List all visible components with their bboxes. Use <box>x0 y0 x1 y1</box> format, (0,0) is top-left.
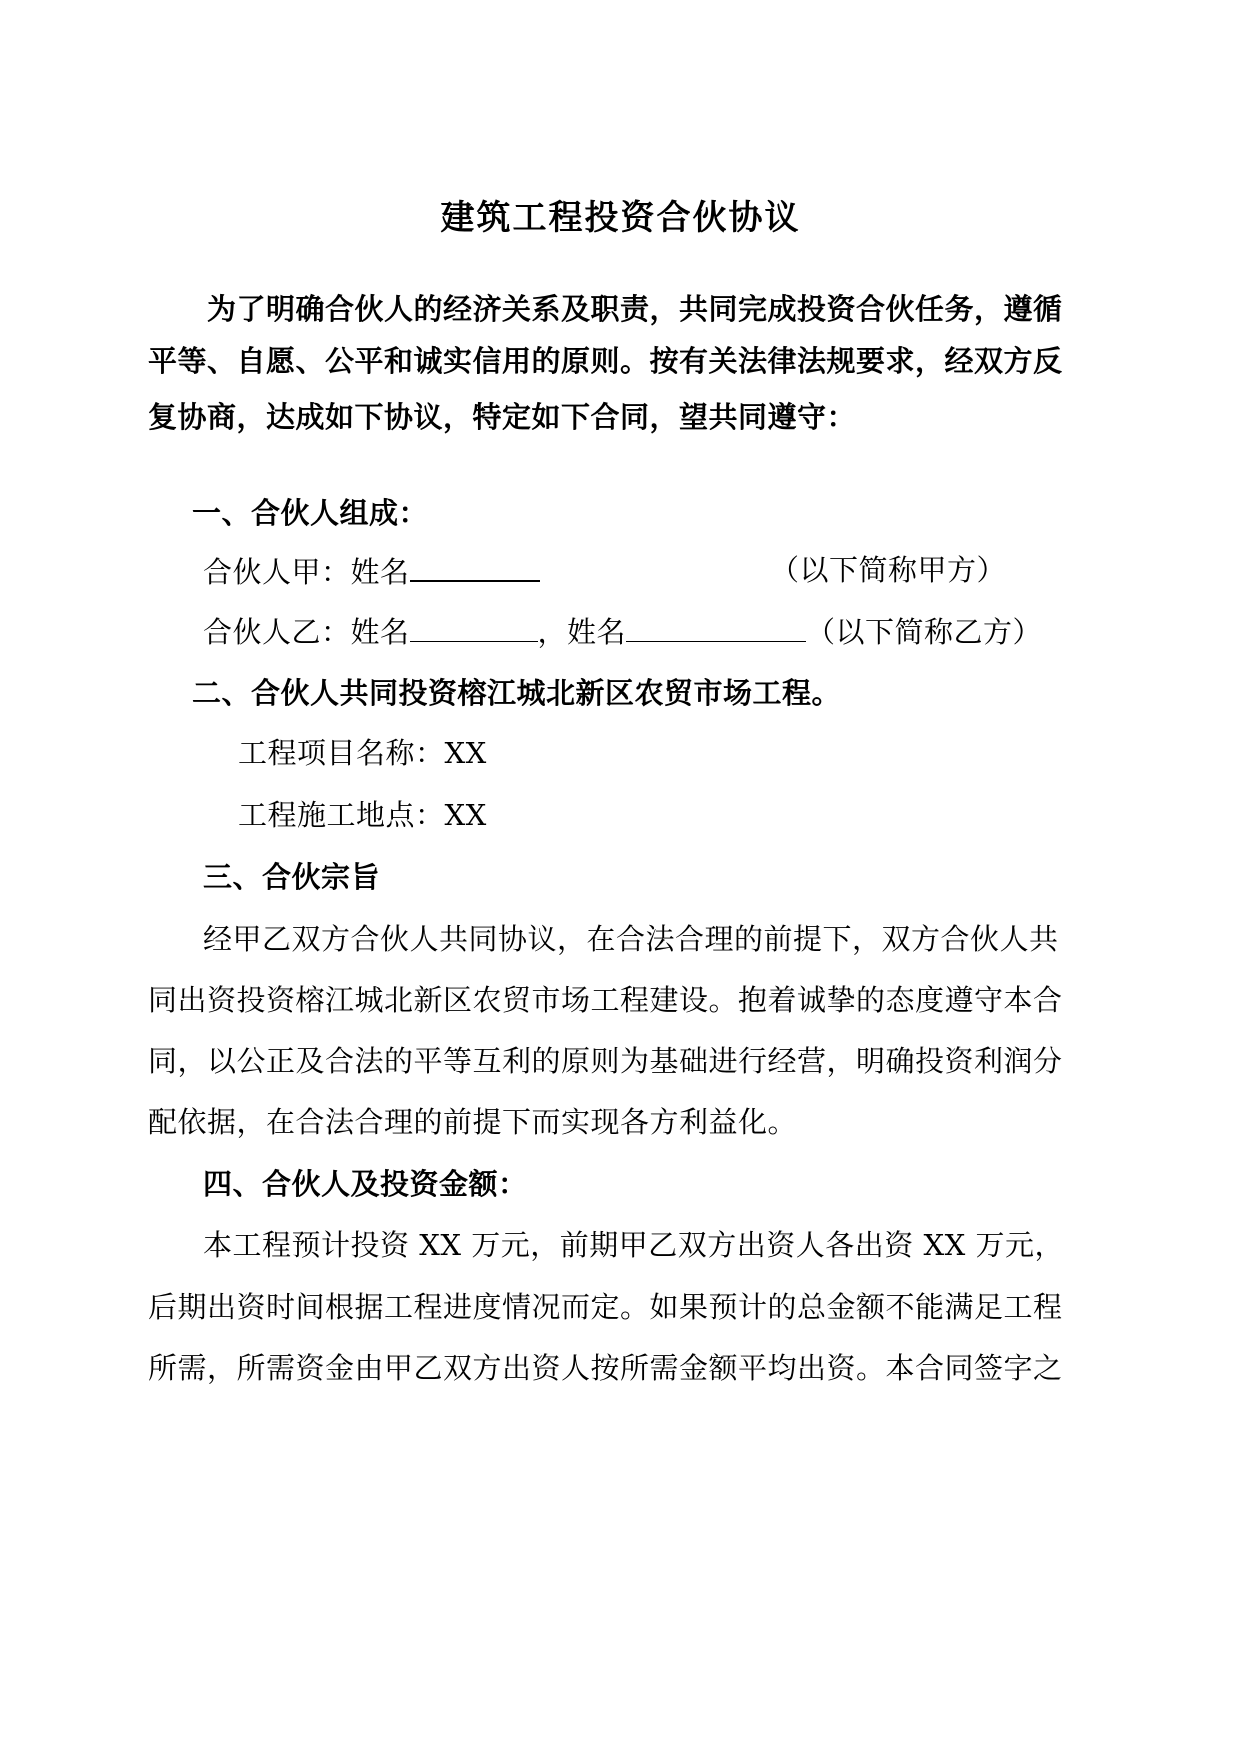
partner-a-name-blank <box>410 550 540 582</box>
preamble-line-1: 为了明确合伙人的经济关系及职责，共同完成投资合伙任务，遵循 <box>207 292 1063 326</box>
section-3-line-1: 经甲乙双方合伙人共同协议，在合法合理的前提下，双方合伙人共 <box>203 922 1059 956</box>
section-3-line-2: 同出资投资榕江城北新区农贸市场工程建设。抱着诚挚的态度遵守本合 <box>148 983 1063 1017</box>
partner-b-name-blank-2 <box>626 611 806 642</box>
project-location: 工程施工地点：XX <box>238 798 487 832</box>
section-4-line-2: 后期出资时间根据工程进度情况而定。如果预计的总金额不能满足工程 <box>148 1290 1063 1324</box>
section-3-heading: 三、合伙宗旨 <box>203 860 381 894</box>
section-4-heading: 四、合伙人及投资金额： <box>203 1167 528 1201</box>
partner-b-suffix: （以下简称乙方） <box>806 615 1043 649</box>
partner-a-row <box>203 550 540 592</box>
section-4-line-3: 所需，所需资金由甲乙双方出资人按所需金额平均出资。本合同签字之 <box>148 1351 1063 1385</box>
partner-a-label: 合伙人甲：姓名 <box>203 555 410 589</box>
document-title: 建筑工程投资合伙协议 <box>440 198 801 238</box>
preamble-line-3: 复协商，达成如下协议，特定如下合同，望共同遵守： <box>148 400 857 434</box>
section-1-heading: 一、合伙人组成： <box>192 496 429 530</box>
section-4-line-1: 本工程预计投资 XX 万元，前期甲乙双方出资人各出资 XX 万元， <box>203 1228 1064 1262</box>
partner-b-mid: ，姓名 <box>537 615 627 649</box>
partner-a-suffix: （以下简称甲方） <box>770 553 1007 587</box>
project-name: 工程项目名称：XX <box>238 736 487 770</box>
section-2-heading: 二、合伙人共同投资榕江城北新区农贸市场工程。 <box>192 676 842 710</box>
partner-b-label: 合伙人乙：姓名 <box>203 615 410 649</box>
preamble-line-2: 平等、自愿、公平和诚实信用的原则。按有关法律法规要求，经双方反 <box>148 344 1063 378</box>
partner-b-name-blank-1 <box>410 611 538 642</box>
section-3-line-4: 配依据，在合法合理的前提下而实现各方利益化。 <box>148 1105 798 1139</box>
partner-b-row <box>203 611 1042 652</box>
section-3-line-3: 同，以公正及合法的平等互利的原则为基础进行经营，明确投资利润分 <box>148 1044 1063 1078</box>
